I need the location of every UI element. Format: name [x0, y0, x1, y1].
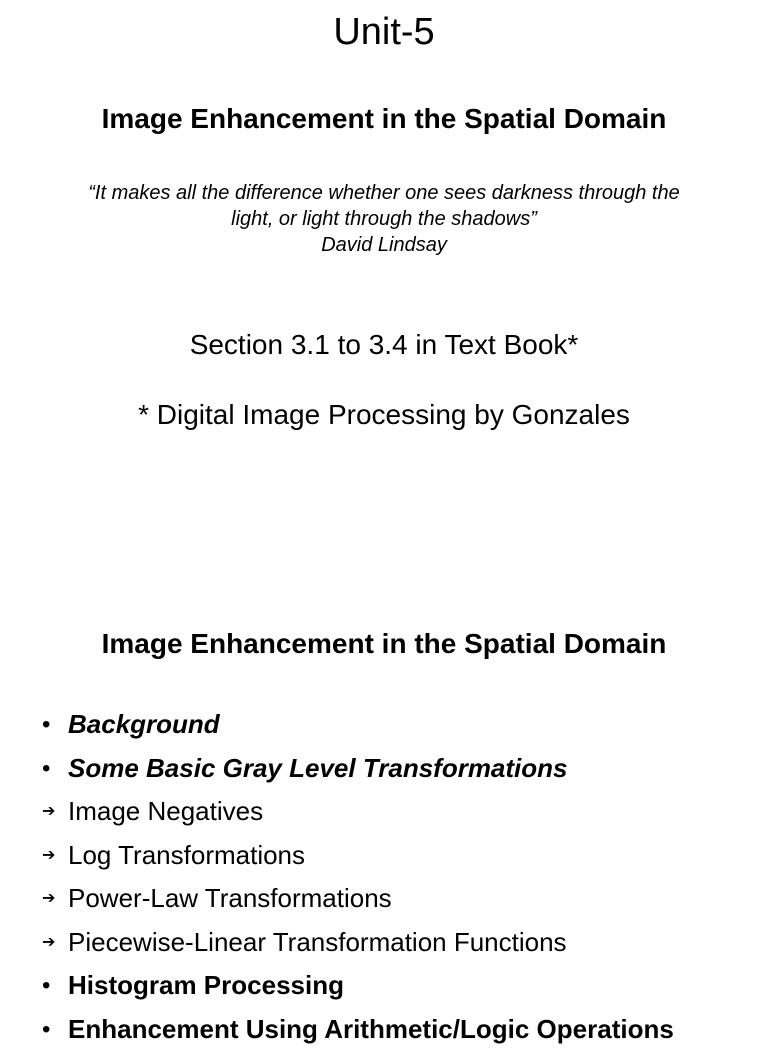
- list-item: [42, 964, 762, 1008]
- list-item-label: Enhancement Using Arithmetic/Logic Operations: [68, 1014, 674, 1044]
- quote-line: light, or light through the shadows”: [0, 206, 768, 232]
- list-item: [42, 877, 762, 921]
- quote-author: David Lindsay: [0, 232, 768, 258]
- arrow-icon: ➔: [42, 921, 64, 965]
- list-item: [42, 790, 762, 834]
- epigraph-quote: [0, 180, 768, 258]
- list-item: [42, 747, 762, 791]
- textbook-reference: * Digital Image Processing by Gonzales: [0, 397, 768, 433]
- quote-line: “It makes all the difference whether one sees darkness through the: [0, 180, 768, 206]
- bullet-icon: •: [42, 747, 64, 791]
- section-reference: Section 3.1 to 3.4 in Text Book*: [0, 327, 768, 363]
- slide-heading: Image Enhancement in the Spatial Domain: [0, 102, 768, 136]
- topic-list: [42, 703, 762, 1051]
- list-item: [42, 921, 762, 965]
- list-item: [42, 1008, 762, 1051]
- arrow-icon: ➔: [42, 790, 64, 834]
- list-item-label: Histogram Processing: [68, 970, 344, 1000]
- bullet-icon: •: [42, 703, 64, 747]
- list-item: [42, 834, 762, 878]
- slide-heading: Image Enhancement in the Spatial Domain: [0, 627, 768, 661]
- list-item-label: Background: [68, 709, 220, 739]
- list-item-label: Power-Law Transformations: [68, 883, 392, 913]
- list-item-label: Image Negatives: [68, 796, 263, 826]
- list-item-label: Log Transformations: [68, 840, 305, 870]
- arrow-icon: ➔: [42, 877, 64, 921]
- arrow-icon: ➔: [42, 834, 64, 878]
- bullet-icon: •: [42, 964, 64, 1008]
- list-item-label: Some Basic Gray Level Transformations: [68, 753, 568, 783]
- unit-title: Unit-5: [0, 10, 768, 54]
- list-item: [42, 703, 762, 747]
- list-item-label: Piecewise-Linear Transformation Functions: [68, 927, 567, 957]
- bullet-icon: •: [42, 1008, 64, 1051]
